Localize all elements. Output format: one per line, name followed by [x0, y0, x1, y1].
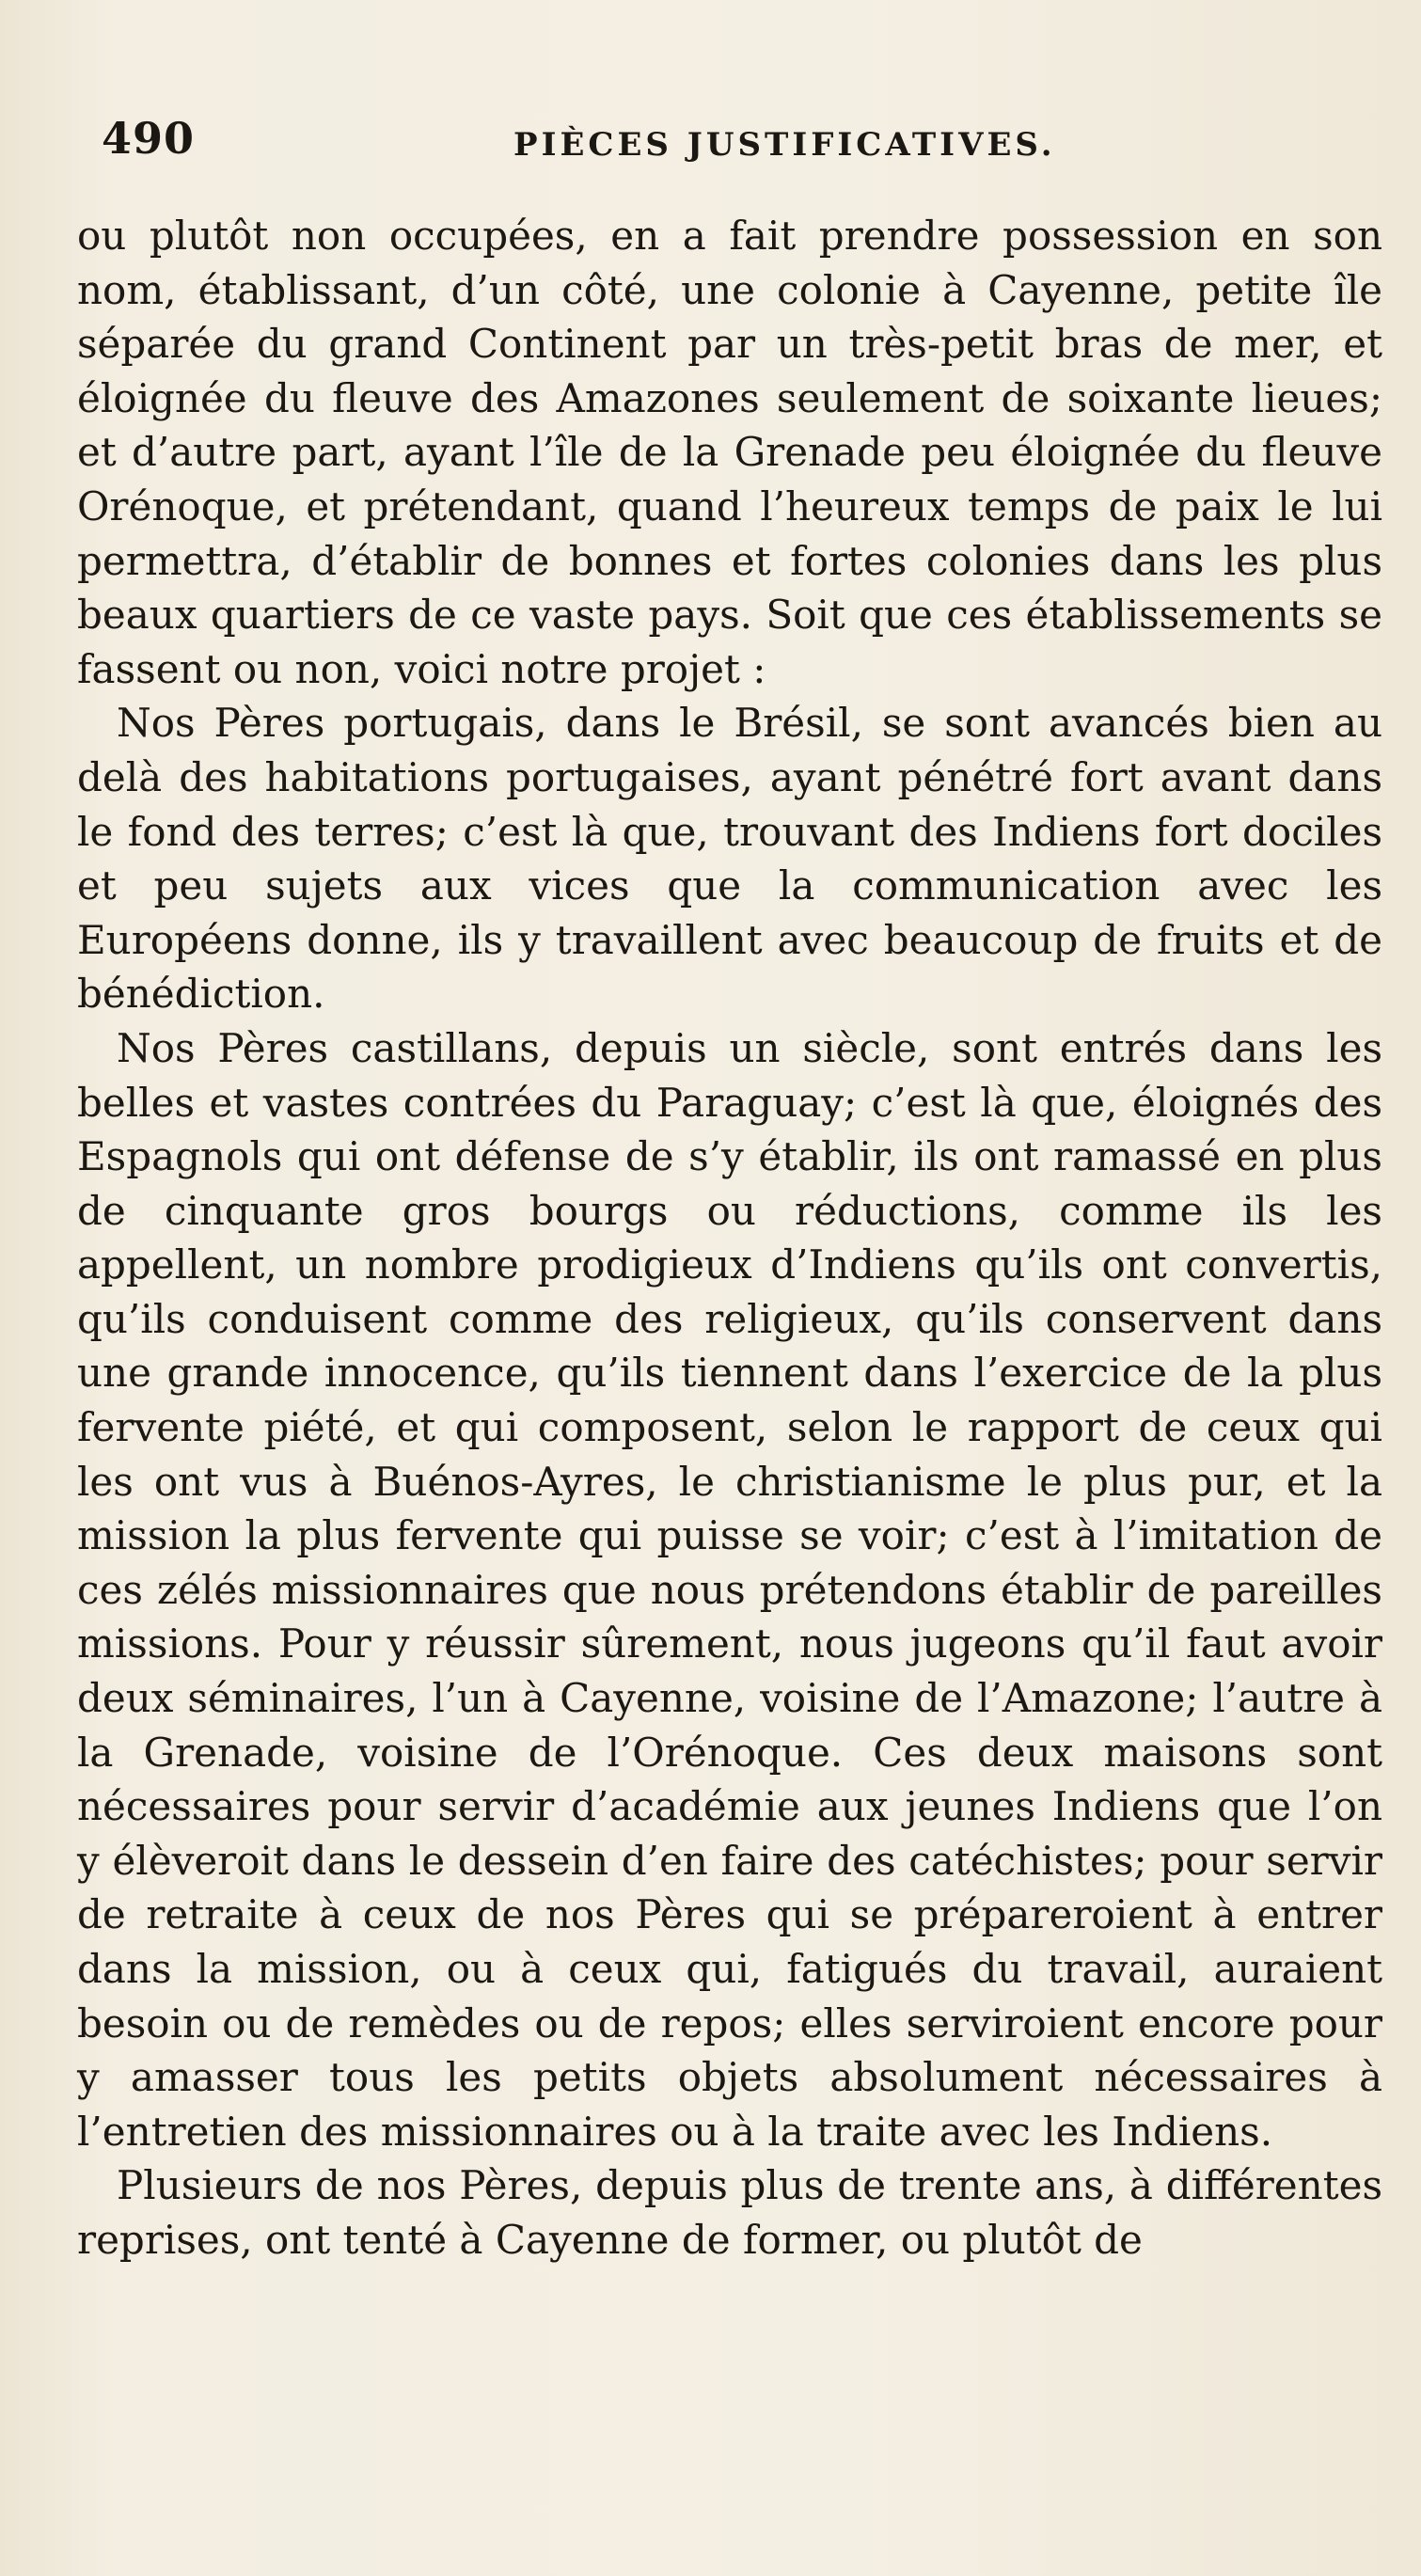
body-text [77, 209, 1382, 2268]
paragraph-4: Plusieurs de nos Pères, depuis plus de trente ans, à différentes reprises, ont tenté à Cayenne de former, ou plutôt de [77, 2162, 1382, 2263]
page-header [102, 113, 1381, 179]
running-head: PIÈCES JUSTIFICATIVES. [513, 126, 1056, 164]
page-number: 490 [102, 113, 196, 164]
paragraph-3: Nos Pères castillans, depuis un siècle, sont entrés dans les belles et vastes contrées du Paraguay; c’est là que, éloignés des Espagnols qui ont défense de s’y établir, ils ont ramassé en plus de cinquante gros bourgs ou réductions, comme ils les appellent, un nombre prodigieux d’Indiens qu’ils ont convertis, qu’ils conduisent comme des religieux, qu’ils conservent dans une grande innocence, qu’ils tiennent dans l’exercice de la plus fervente piété, et qui composent, selon le rapport de ceux qui les ont vus à Buénos-Ayres, le christianisme le plus pur, et la mission la plus fervente qui puisse se voir; c’est à l’imitation de ces zélés missionnaires que nous prétendons établir de pareilles missions. Pour y réussir sûrement, nous jugeons qu’il faut avoir deux séminaires, l’un à Cayenne, voisine de l’Amazone; l’autre à la Grenade, voisine de l’Orénoque. Ces deux maisons sont nécessaires pour servir d’académie aux jeunes Indiens que l’on y élèveroit dans le dessein d’en faire des catéchistes; pour servir de retraite à ceux de nos Pères qui se prépareroient à entrer dans la mission, ou à ceux qui, fatigués du travail, auraient besoin ou de remèdes ou de repos; elles serviroient encore pour y amasser tous les petits objets absolument nécessaires à l’entretien des missionnaires ou à la traite avec les Indiens. [77, 1024, 1382, 2155]
paragraph-1: ou plutôt non occupées, en a fait prendre possession en son nom, établissant, d’un côté, une colonie à Cayenne, petite île séparée du grand Continent par un très-petit bras de mer, et éloignée du fleuve des Amazones seulement de soixante lieues; et d’autre part, ayant l’île de la Grenade peu éloignée du fleuve Orénoque, et prétendant, quand l’heureux temps de paix le lui permettra, d’établir de bonnes et fortes colonies dans les plus beaux quartiers de ce vaste pays. Soit que ces établissements se fassent ou non, voici notre projet : [77, 213, 1382, 692]
paragraph-2: Nos Pères portugais, dans le Brésil, se sont avancés bien au delà des habitations portugaises, ayant pénétré fort avant dans le fond des terres; c’est là que, trouvant des Indiens fort dociles et peu sujets aux vices que la communication avec les Européens donne, ils y travaillent avec beaucoup de fruits et de bénédiction. [77, 700, 1382, 1018]
